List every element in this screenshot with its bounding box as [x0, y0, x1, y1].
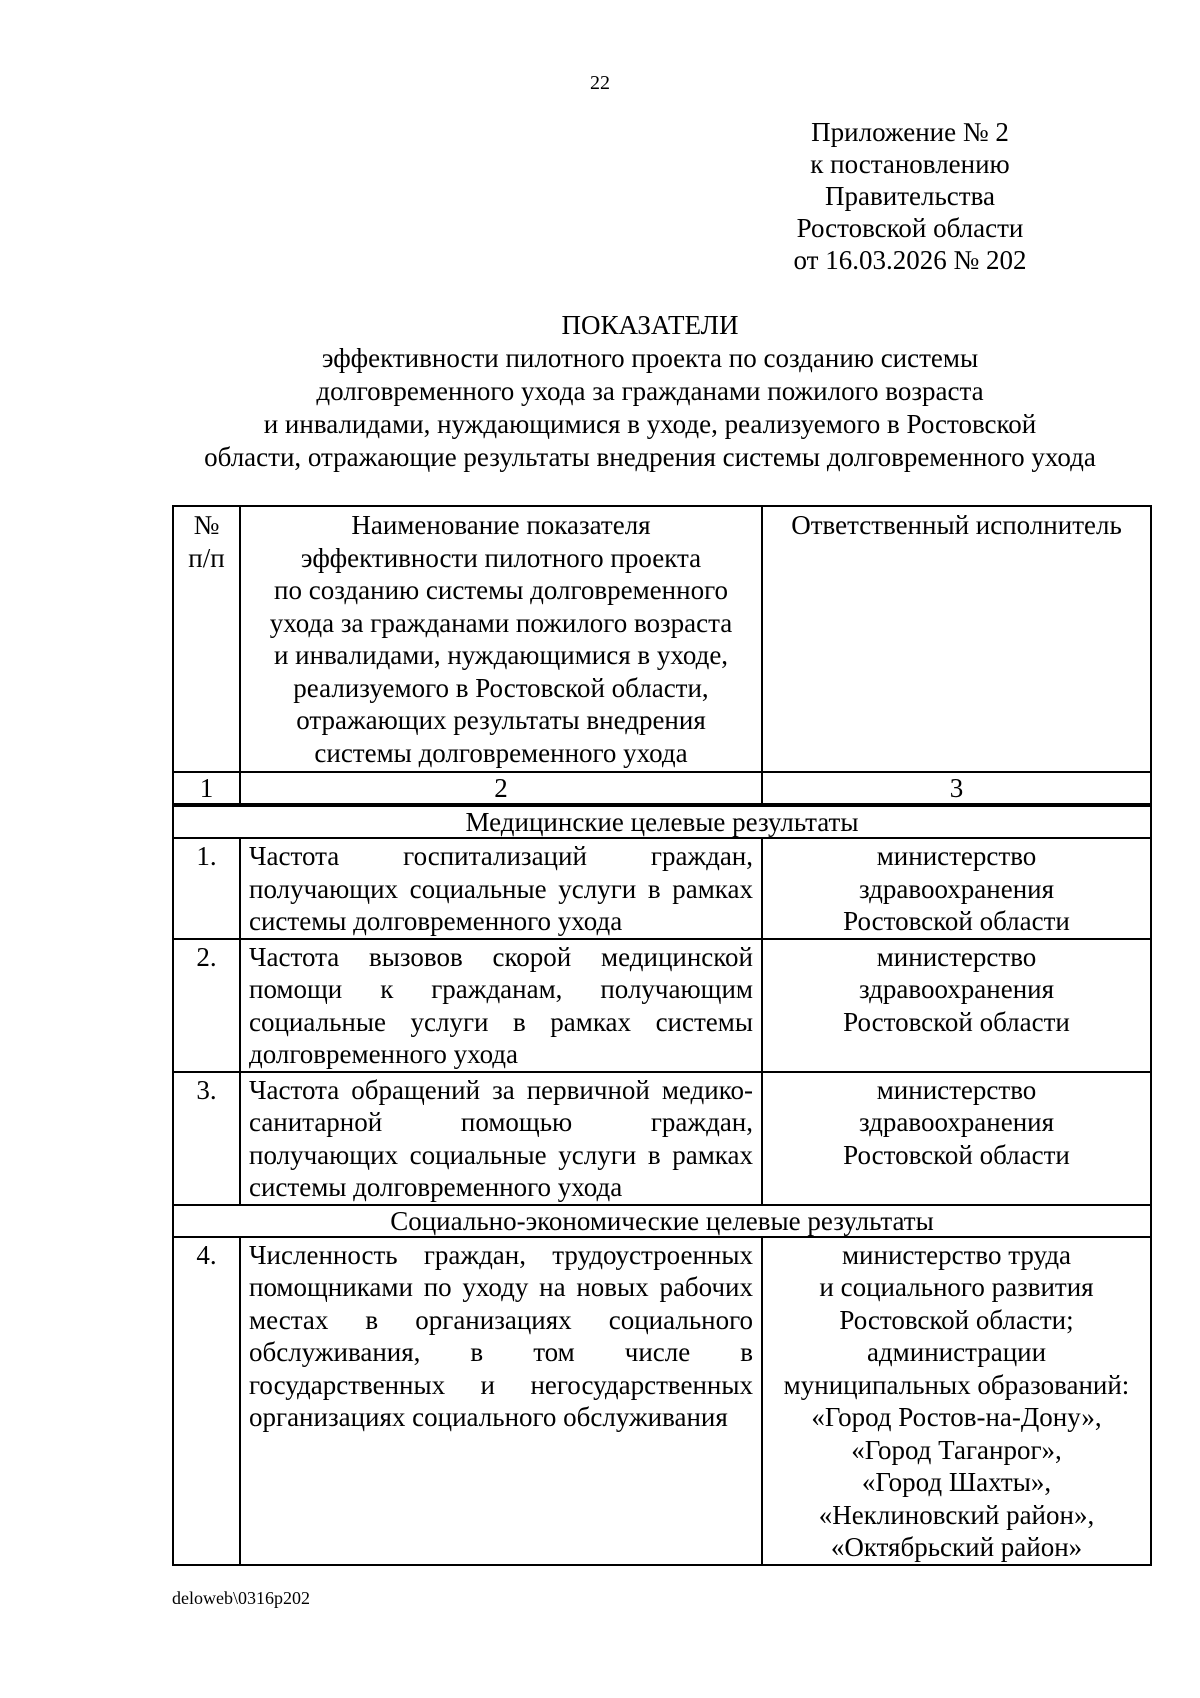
executor-line: министерство	[876, 1074, 1037, 1105]
header-indicator-line: и инвалидами, нуждающимися в уходе,	[273, 640, 729, 670]
table-header-row	[173, 506, 1151, 772]
header-indicator-line: Наименование показателя	[351, 510, 651, 540]
executor-line: Ростовской области	[843, 1006, 1070, 1037]
executor-line: здравоохранения	[858, 873, 1055, 904]
row-number: 1.	[173, 838, 240, 939]
executor-line: «Октябрьский район»	[830, 1532, 1083, 1562]
footer-document-code: deloweb\0316p202	[172, 1588, 310, 1608]
column-number-cell: 2	[240, 772, 762, 805]
header-indicator-line: системы долговременного ухода	[314, 737, 688, 768]
row-executor	[762, 1237, 1151, 1565]
executor-line: Ростовской области;	[839, 1304, 1074, 1335]
appendix-line: Правительства	[825, 181, 995, 211]
executor-line: министерство труда	[841, 1239, 1072, 1270]
executor-line: министерство	[876, 841, 1037, 871]
executor-line: Ростовской области	[843, 906, 1070, 936]
header-number-line: №	[193, 510, 220, 540]
appendix-line: Приложение № 2	[811, 117, 1009, 147]
executor-line: «Город Ростов-на-Дону»,	[811, 1402, 1102, 1432]
column-numbers-row	[173, 772, 1151, 805]
row-number: 3.	[173, 1072, 240, 1205]
header-indicator-line: эффективности пилотного проекта	[300, 542, 702, 573]
section-title: Медицинские целевые результаты	[173, 805, 1151, 838]
section-row	[173, 805, 1151, 838]
header-indicator-line: ухода за гражданами пожилого возраста	[269, 607, 733, 638]
row-executor	[762, 939, 1151, 1072]
section-title: Социально-экономические целевые результаты	[173, 1205, 1151, 1237]
row-executor	[762, 838, 1151, 939]
row-indicator: Численность граждан, трудоустроенных помощниками по уходу на новых рабочих местах в организациях социального обслуживания, в том числе в государственных и негосударственных организациях социального обслуживания	[240, 1237, 762, 1565]
table-row	[173, 838, 1151, 939]
row-executor	[762, 1072, 1151, 1205]
executor-line: муниципальных образований:	[783, 1369, 1130, 1400]
page-number: 22	[590, 72, 610, 94]
executor-line: администрации	[866, 1337, 1047, 1367]
section-row	[173, 1205, 1151, 1237]
title-line: долговременного ухода за гражданами пожилого возраста	[316, 376, 984, 406]
row-number: 2.	[173, 939, 240, 1072]
document-title	[150, 309, 1150, 474]
header-indicator-cell	[240, 506, 762, 772]
executor-line: здравоохранения	[858, 974, 1055, 1004]
header-indicator-line: реализуемого в Ростовской области,	[293, 672, 709, 703]
row-indicator: Частота вызовов скорой медицинской помощи к гражданам, получающим социальные услуги в рамках системы долговременного ухода	[240, 939, 762, 1072]
column-number-cell: 1	[173, 772, 240, 805]
executor-line: Ростовской области	[843, 1139, 1070, 1170]
table-row	[173, 1237, 1151, 1565]
executor-line: и социального развития	[819, 1272, 1094, 1302]
title-heading: ПОКАЗАТЕЛИ	[561, 310, 739, 340]
appendix-line: от 16.03.2026 № 202	[793, 245, 1027, 275]
header-number-cell	[173, 506, 240, 772]
executor-line: «Город Шахты»,	[861, 1467, 1052, 1497]
indicators-table	[172, 505, 1152, 1566]
appendix-line: к постановлению	[810, 149, 1010, 179]
table-row	[173, 939, 1151, 1072]
executor-line: «Неклиновский район»,	[818, 1499, 1095, 1530]
title-line: эффективности пилотного проекта по созданию системы	[321, 343, 979, 373]
row-indicator: Частота госпитализаций граждан, получающих социальные услуги в рамках системы долговременного ухода	[240, 838, 762, 939]
appendix-line: Ростовской области	[796, 213, 1024, 243]
row-indicator: Частота обращений за первичной медико-санитарной помощью граждан, получающих социальные услуги в рамках системы долговременного ухода	[240, 1072, 762, 1205]
executor-line: здравоохранения	[858, 1107, 1055, 1137]
title-line: области, отражающие результаты внедрения системы долговременного ухода	[204, 442, 1096, 472]
header-executor-cell: Ответственный исполнитель	[762, 506, 1151, 772]
appendix-block	[760, 116, 1060, 276]
column-number-cell: 3	[762, 772, 1151, 805]
executor-line: министерство	[876, 941, 1037, 972]
header-number-line: п/п	[188, 542, 225, 573]
header-indicator-line: отражающих результаты внедрения	[296, 705, 706, 735]
executor-line: «Город Таганрог»,	[851, 1434, 1062, 1465]
header-indicator-line: по созданию системы долговременного	[274, 575, 728, 605]
row-number: 4.	[173, 1237, 240, 1565]
table-row	[173, 1072, 1151, 1205]
title-line: и инвалидами, нуждающимися в уходе, реализуемого в Ростовской	[263, 409, 1037, 439]
